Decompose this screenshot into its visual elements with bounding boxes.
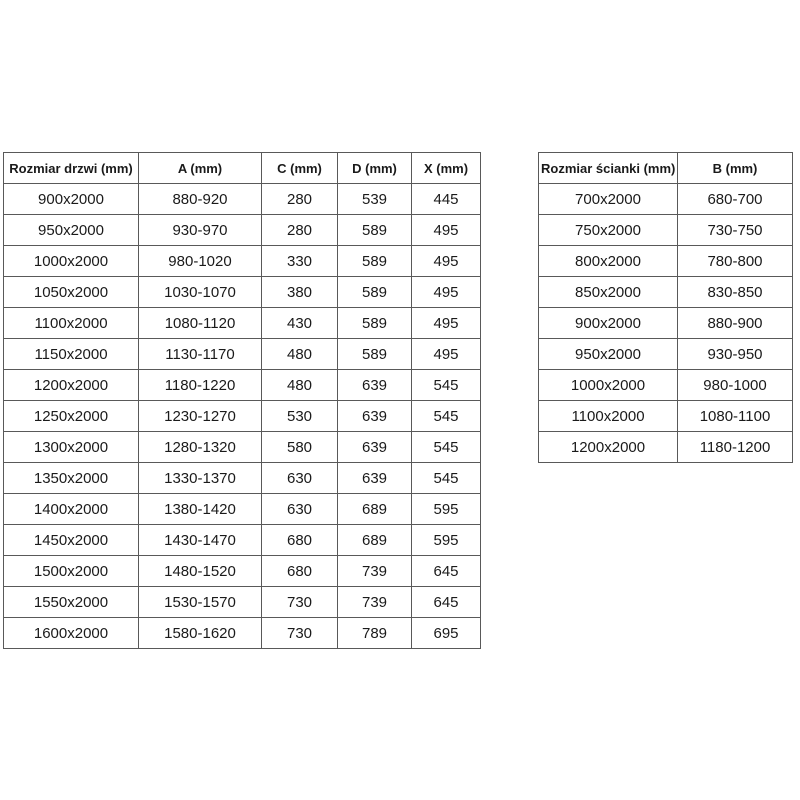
table-cell: 630 — [262, 494, 338, 525]
table-cell: 595 — [412, 525, 481, 556]
table-row — [4, 463, 481, 494]
table-cell: 695 — [412, 618, 481, 649]
table-row — [539, 339, 793, 370]
table-cell: 495 — [412, 246, 481, 277]
table-cell: 1030-1070 — [139, 277, 262, 308]
table-cell: 445 — [412, 184, 481, 215]
table-cell: 689 — [338, 494, 412, 525]
table-row — [4, 246, 481, 277]
table-cell: 789 — [338, 618, 412, 649]
table-row — [539, 215, 793, 246]
table-cell: 545 — [412, 432, 481, 463]
column-header: Rozmiar ścianki (mm) — [539, 153, 678, 184]
table-cell: 1080-1120 — [139, 308, 262, 339]
column-header: X (mm) — [412, 153, 481, 184]
table-cell: 430 — [262, 308, 338, 339]
table-cell: 539 — [338, 184, 412, 215]
table-cell: 280 — [262, 215, 338, 246]
door-dimensions-table — [3, 152, 481, 649]
table-cell: 545 — [412, 463, 481, 494]
table-cell: 1380-1420 — [139, 494, 262, 525]
table-cell: 1150x2000 — [4, 339, 139, 370]
table-cell: 1000x2000 — [4, 246, 139, 277]
table-row — [4, 215, 481, 246]
table-cell: 495 — [412, 215, 481, 246]
column-header: B (mm) — [678, 153, 793, 184]
table-cell: 545 — [412, 401, 481, 432]
table-cell: 700x2000 — [539, 184, 678, 215]
table-cell: 1550x2000 — [4, 587, 139, 618]
table-cell: 680 — [262, 525, 338, 556]
table-cell: 495 — [412, 308, 481, 339]
table-row — [4, 308, 481, 339]
table-cell: 480 — [262, 339, 338, 370]
table-row — [4, 184, 481, 215]
table-cell: 495 — [412, 339, 481, 370]
table-cell: 730 — [262, 618, 338, 649]
table-cell: 589 — [338, 215, 412, 246]
table-cell: 1200x2000 — [4, 370, 139, 401]
table-cell: 1330-1370 — [139, 463, 262, 494]
table-cell: 1000x2000 — [539, 370, 678, 401]
table-cell: 950x2000 — [4, 215, 139, 246]
table-cell: 830-850 — [678, 277, 793, 308]
column-header: C (mm) — [262, 153, 338, 184]
table-cell: 1280-1320 — [139, 432, 262, 463]
table-cell: 900x2000 — [4, 184, 139, 215]
table-cell: 1580-1620 — [139, 618, 262, 649]
table-cell: 730 — [262, 587, 338, 618]
table-cell: 1530-1570 — [139, 587, 262, 618]
header-row — [4, 153, 481, 184]
table-row — [539, 370, 793, 401]
table-cell: 1230-1270 — [139, 401, 262, 432]
table-row — [539, 246, 793, 277]
table-row — [539, 432, 793, 463]
table-cell: 589 — [338, 246, 412, 277]
table-row — [539, 277, 793, 308]
table-cell: 730-750 — [678, 215, 793, 246]
table-cell: 1430-1470 — [139, 525, 262, 556]
table-cell: 639 — [338, 463, 412, 494]
table-row — [4, 618, 481, 649]
table-cell: 1500x2000 — [4, 556, 139, 587]
table-cell: 1300x2000 — [4, 432, 139, 463]
table-cell: 880-920 — [139, 184, 262, 215]
table-cell: 739 — [338, 556, 412, 587]
column-header: D (mm) — [338, 153, 412, 184]
table-cell: 589 — [338, 308, 412, 339]
table-cell: 800x2000 — [539, 246, 678, 277]
wall-panel-dimensions-table — [538, 152, 793, 463]
table-cell: 1080-1100 — [678, 401, 793, 432]
table-row — [4, 432, 481, 463]
table-row — [539, 184, 793, 215]
table-cell: 930-970 — [139, 215, 262, 246]
table-row — [4, 494, 481, 525]
table-cell: 1480-1520 — [139, 556, 262, 587]
table-row — [4, 401, 481, 432]
table-cell: 595 — [412, 494, 481, 525]
table-cell: 1130-1170 — [139, 339, 262, 370]
table-cell: 750x2000 — [539, 215, 678, 246]
table-cell: 1100x2000 — [4, 308, 139, 339]
table-cell: 630 — [262, 463, 338, 494]
table-cell: 1200x2000 — [539, 432, 678, 463]
table-cell: 1180-1220 — [139, 370, 262, 401]
table-cell: 950x2000 — [539, 339, 678, 370]
table-cell: 1400x2000 — [4, 494, 139, 525]
table-cell: 1450x2000 — [4, 525, 139, 556]
table-row — [539, 308, 793, 339]
table-cell: 980-1020 — [139, 246, 262, 277]
table-cell: 639 — [338, 432, 412, 463]
table-cell: 880-900 — [678, 308, 793, 339]
table-cell: 639 — [338, 370, 412, 401]
table-cell: 850x2000 — [539, 277, 678, 308]
table-cell: 1180-1200 — [678, 432, 793, 463]
table-cell: 589 — [338, 339, 412, 370]
table-row — [4, 587, 481, 618]
table-cell: 495 — [412, 277, 481, 308]
header-row — [539, 153, 793, 184]
table-cell: 330 — [262, 246, 338, 277]
table-cell: 1350x2000 — [4, 463, 139, 494]
table-cell: 645 — [412, 556, 481, 587]
table-cell: 680-700 — [678, 184, 793, 215]
table-cell: 689 — [338, 525, 412, 556]
table-cell: 1250x2000 — [4, 401, 139, 432]
column-header: Rozmiar drzwi (mm) — [4, 153, 139, 184]
table-cell: 1600x2000 — [4, 618, 139, 649]
table-row — [4, 556, 481, 587]
table-cell: 480 — [262, 370, 338, 401]
table-cell: 900x2000 — [539, 308, 678, 339]
table-cell: 580 — [262, 432, 338, 463]
table-row — [4, 525, 481, 556]
table-cell: 639 — [338, 401, 412, 432]
table-row — [4, 339, 481, 370]
table-cell: 1050x2000 — [4, 277, 139, 308]
table-cell: 645 — [412, 587, 481, 618]
table-cell: 930-950 — [678, 339, 793, 370]
column-header: A (mm) — [139, 153, 262, 184]
table-row — [4, 277, 481, 308]
table-cell: 380 — [262, 277, 338, 308]
table-cell: 780-800 — [678, 246, 793, 277]
table-row — [539, 401, 793, 432]
table-cell: 589 — [338, 277, 412, 308]
table-cell: 680 — [262, 556, 338, 587]
table-cell: 739 — [338, 587, 412, 618]
table-cell: 980-1000 — [678, 370, 793, 401]
table-row — [4, 370, 481, 401]
table-cell: 1100x2000 — [539, 401, 678, 432]
table-cell: 545 — [412, 370, 481, 401]
table-cell: 530 — [262, 401, 338, 432]
table-cell: 280 — [262, 184, 338, 215]
